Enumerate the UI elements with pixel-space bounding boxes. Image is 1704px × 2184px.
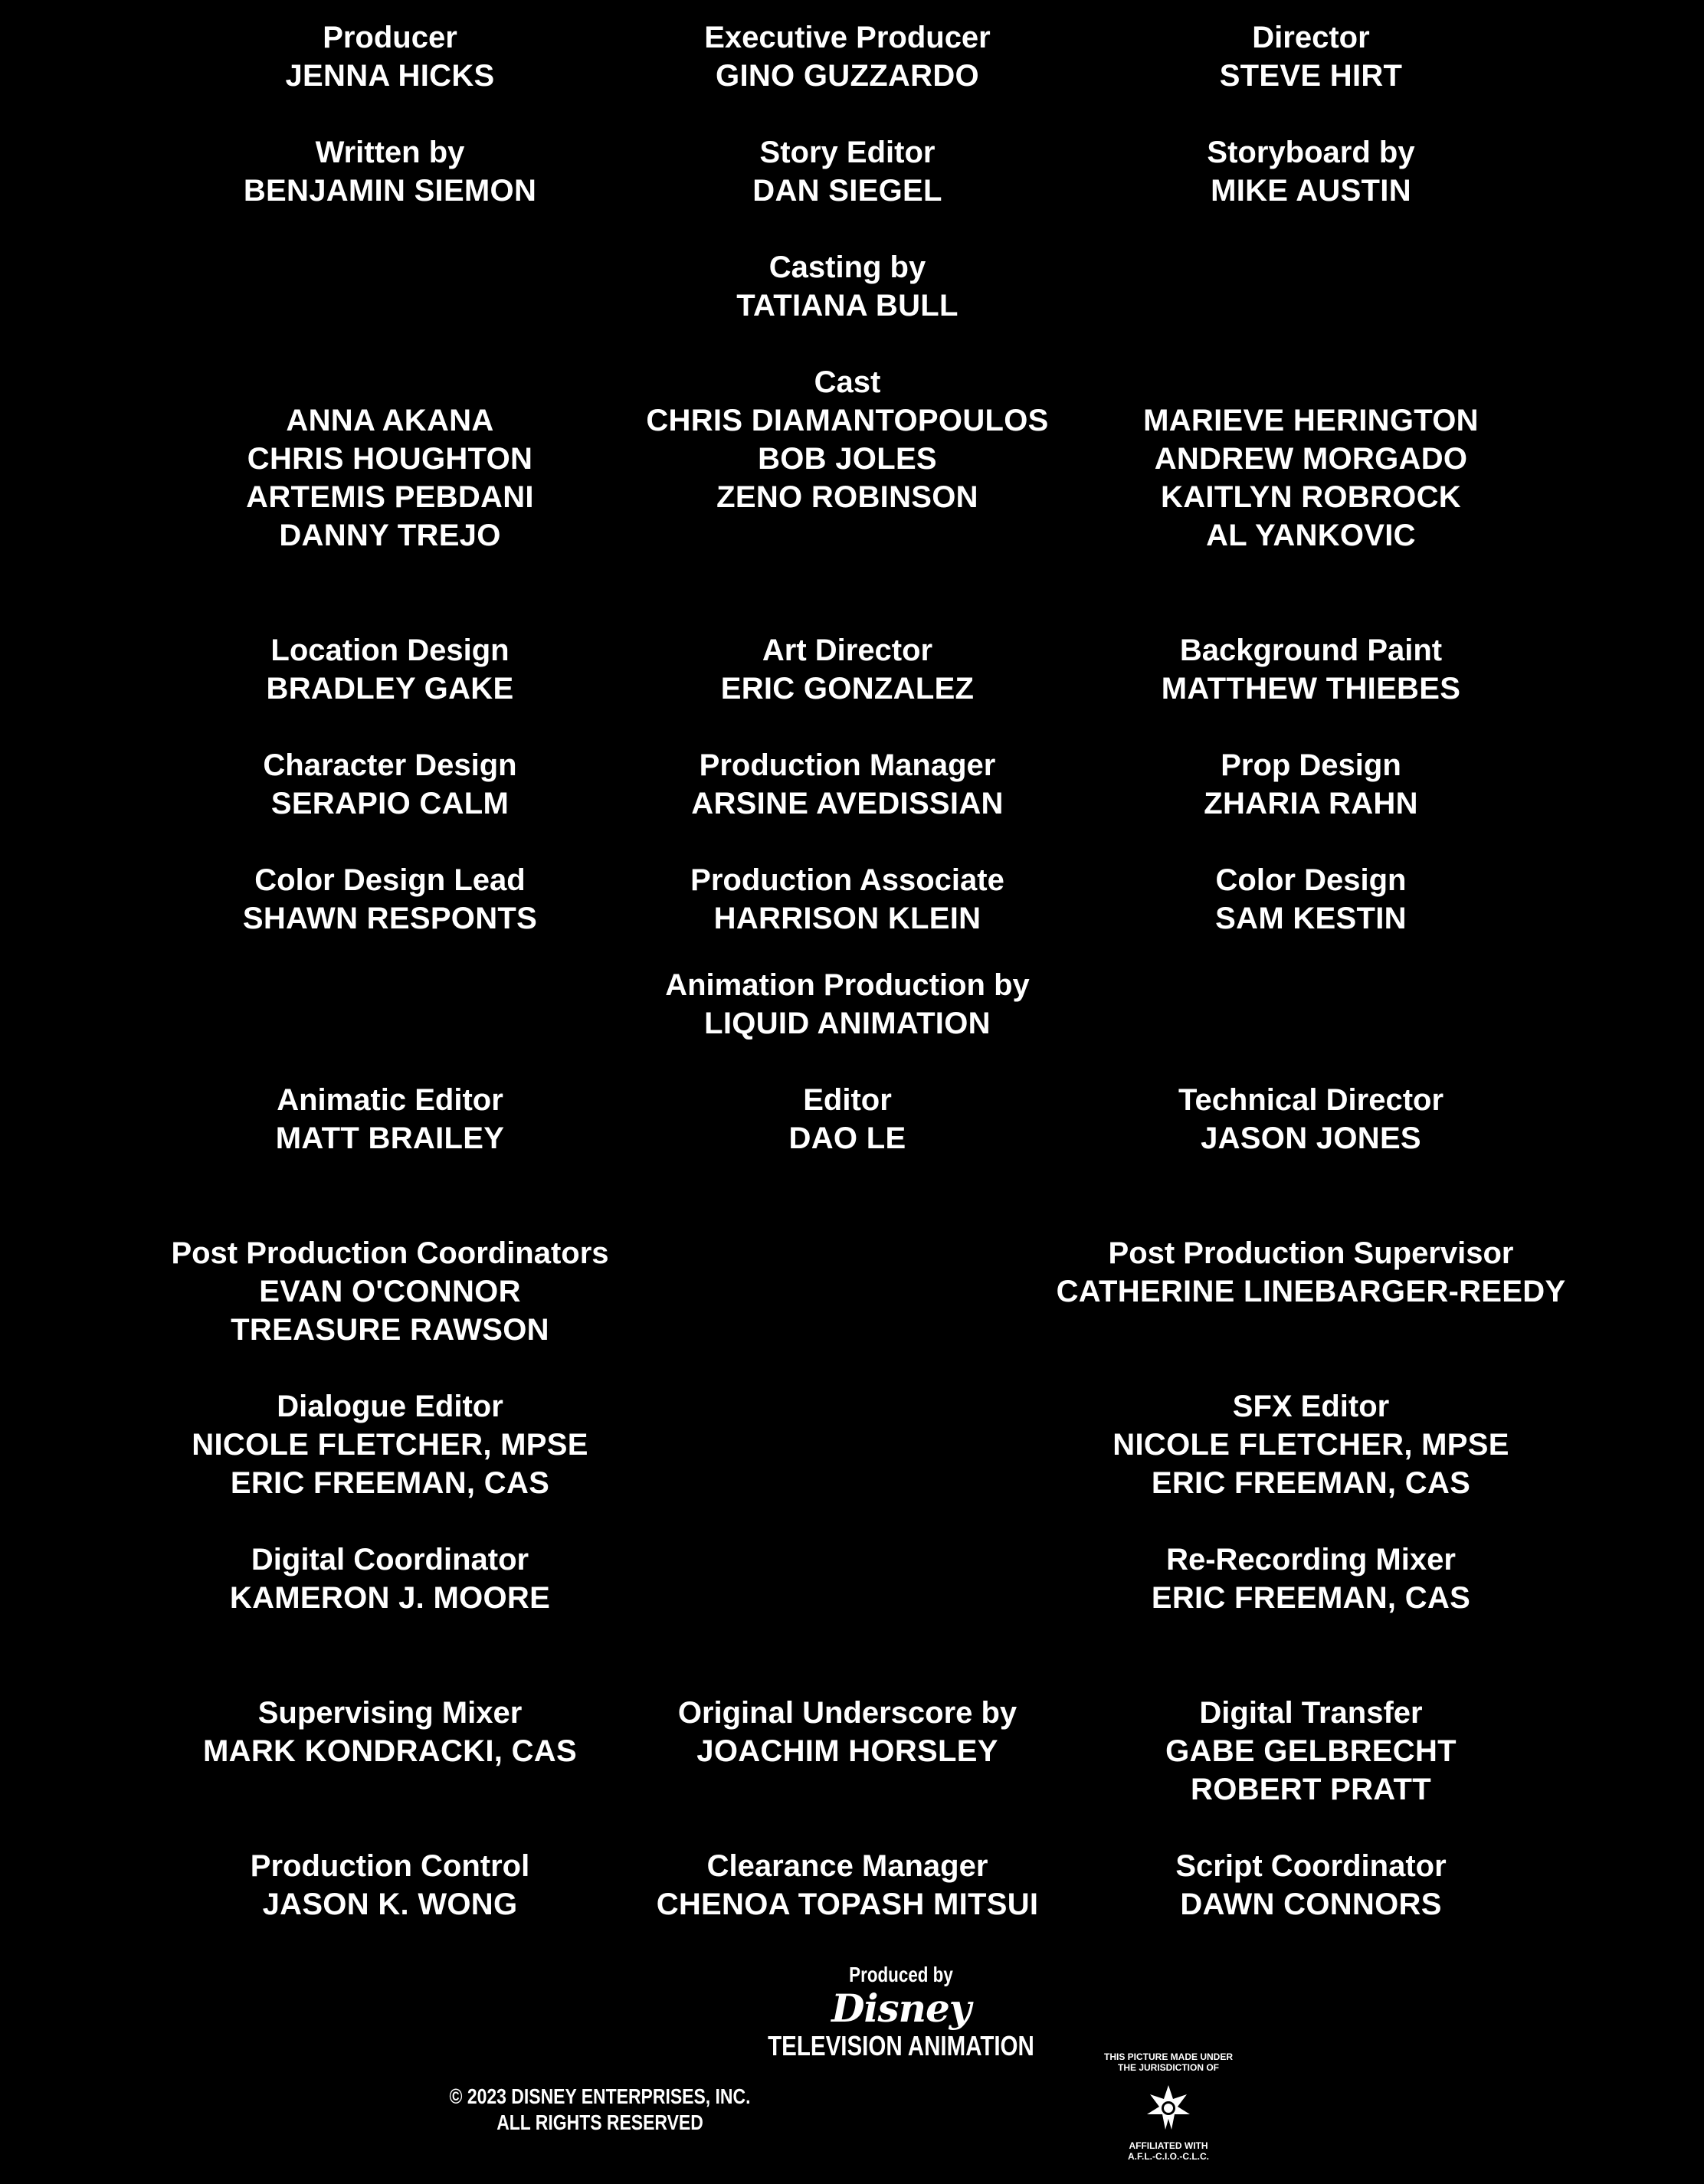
credit-animation-production xyxy=(665,966,1030,1043)
credit-role: Written by xyxy=(315,136,465,169)
television-animation-label: TELEVISION ANIMATION xyxy=(768,2030,1034,2061)
credit-name: EVAN O'CONNOR xyxy=(259,1275,521,1308)
credit-name: GABE GELBRECHT xyxy=(1165,1734,1457,1768)
credit-name: CHRIS DIAMANTOPOULOS xyxy=(646,404,1049,437)
credit-casting-by xyxy=(736,248,958,325)
credit-post-production-coordinators xyxy=(171,1234,608,1349)
credit-role: Art Director xyxy=(762,634,933,667)
credit-name: STEVE HIRT xyxy=(1219,59,1403,93)
credit-cast-left xyxy=(246,401,534,555)
credit-name: ZHARIA RAHN xyxy=(1204,787,1418,820)
credit-original-underscore xyxy=(678,1694,1017,1770)
credit-role: Storyboard by xyxy=(1207,136,1415,169)
credit-animatic-editor xyxy=(276,1081,504,1157)
credit-role: Production Control xyxy=(250,1849,530,1883)
credit-role: Script Coordinator xyxy=(1175,1849,1447,1883)
credit-name: JOACHIM HORSLEY xyxy=(696,1734,998,1768)
credit-name: SHAWN RESPONTS xyxy=(242,902,538,935)
disney-television-animation-logo xyxy=(739,1963,1063,2062)
credit-name: CHRIS HOUGHTON xyxy=(247,442,533,476)
credit-character-design xyxy=(263,746,516,823)
credit-post-production-supervisor xyxy=(1057,1234,1566,1311)
iatse-union-emblem-icon xyxy=(1144,2084,1193,2133)
credit-role: Animatic Editor xyxy=(277,1083,503,1117)
credit-name: CHENOA TOPASH MITSUI xyxy=(656,1888,1039,1921)
credit-clearance-manager xyxy=(657,1847,1039,1924)
union-text: THIS PICTURE MADE UNDER xyxy=(1103,2051,1234,2062)
credit-name: ANNA AKANA xyxy=(286,404,494,437)
credit-name: ZENO ROBINSON xyxy=(716,480,978,514)
credit-name: CATHERINE LINEBARGER-REEDY xyxy=(1056,1275,1566,1308)
credit-supervising-mixer xyxy=(203,1694,577,1770)
credit-name: ERIC FREEMAN, CAS xyxy=(1151,1581,1471,1615)
credit-role: Post Production Supervisor xyxy=(1108,1236,1514,1270)
credit-name: SAM KESTIN xyxy=(1215,902,1407,935)
credit-name: MATTHEW THIEBES xyxy=(1161,672,1461,706)
credit-role: Director xyxy=(1252,21,1370,54)
credit-name: TREASURE RAWSON xyxy=(231,1313,549,1347)
credit-role: Re-Recording Mixer xyxy=(1166,1543,1456,1577)
credit-name: ERIC FREEMAN, CAS xyxy=(1151,1466,1471,1500)
copyright-line: © 2023 DISNEY ENTERPRISES, INC. xyxy=(449,2084,751,2108)
credit-role: Animation Production by xyxy=(665,968,1030,1002)
credit-role: Dialogue Editor xyxy=(277,1390,503,1423)
credit-technical-director xyxy=(1178,1081,1443,1157)
credit-name: BENJAMIN SIEMON xyxy=(243,174,537,208)
rights-reserved-line: ALL RIGHTS RESERVED xyxy=(496,2110,703,2134)
credit-role: Casting by xyxy=(768,250,926,284)
union-text: AFFILIATED WITH xyxy=(1129,2140,1208,2151)
credit-cast xyxy=(646,363,1048,516)
credit-re-recording-mixer xyxy=(1152,1541,1470,1617)
credit-story-editor xyxy=(752,133,942,210)
credit-color-design-lead xyxy=(243,861,537,938)
credit-role: Character Design xyxy=(263,748,517,782)
credit-name: ARTEMIS PEBDANI xyxy=(246,480,534,514)
credit-storyboard-by xyxy=(1207,133,1414,210)
credit-name: DANNY TREJO xyxy=(279,519,501,552)
credit-role: SFX Editor xyxy=(1232,1390,1390,1423)
credit-name: KAMERON J. MOORE xyxy=(229,1581,551,1615)
credit-name: HARRISON KLEIN xyxy=(713,902,981,935)
credit-role: Producer xyxy=(323,21,457,54)
credit-name: MARK KONDRACKI, CAS xyxy=(203,1734,577,1768)
credit-name: BRADLEY GAKE xyxy=(266,672,514,706)
disney-wordmark: Disney xyxy=(831,1986,971,2031)
credit-role: Technical Director xyxy=(1178,1083,1444,1117)
credit-name: ERIC GONZALEZ xyxy=(720,672,975,706)
credit-name: BOB JOLES xyxy=(758,442,937,476)
credit-name: DAO LE xyxy=(788,1121,906,1155)
credit-role: Cast xyxy=(814,365,881,399)
credit-producer xyxy=(286,18,495,95)
credit-name: JASON K. WONG xyxy=(262,1888,518,1921)
credit-role: Color Design xyxy=(1215,863,1407,897)
credit-production-manager xyxy=(691,746,1003,823)
credit-name: AL YANKOVIC xyxy=(1206,519,1416,552)
credit-executive-producer xyxy=(704,18,991,95)
union-text: A.F.L.-C.I.O.-C.L.C. xyxy=(1127,2151,1209,2162)
credit-name: DAWN CONNORS xyxy=(1180,1888,1442,1921)
credit-role: Story Editor xyxy=(759,136,936,169)
credit-role: Post Production Coordinators xyxy=(171,1236,609,1270)
credit-art-director xyxy=(721,631,975,708)
credit-background-paint xyxy=(1162,631,1460,708)
produced-by-label: Produced by xyxy=(849,1963,953,1986)
credit-name: JASON JONES xyxy=(1201,1121,1421,1155)
credit-role: Location Design xyxy=(270,634,510,667)
credit-color-design xyxy=(1215,861,1407,938)
credit-name: NICOLE FLETCHER, MPSE xyxy=(192,1428,588,1462)
credit-name: MIKE AUSTIN xyxy=(1211,174,1411,208)
credit-name: TATIANA BULL xyxy=(736,289,958,323)
credit-production-control xyxy=(251,1847,529,1924)
credit-name: LIQUID ANIMATION xyxy=(704,1007,991,1040)
union-text: THE JURISDICTION OF xyxy=(1117,2062,1220,2073)
credit-director xyxy=(1220,18,1403,95)
credit-prop-design xyxy=(1204,746,1418,823)
credit-role: Color Design Lead xyxy=(254,863,526,897)
copyright-notice xyxy=(450,2084,751,2136)
credit-role: Executive Producer xyxy=(704,21,991,54)
credit-location-design xyxy=(267,631,514,708)
credit-production-associate xyxy=(690,861,1004,938)
credit-role: Supervising Mixer xyxy=(257,1696,523,1730)
credit-name: GINO GUZZARDO xyxy=(716,59,979,93)
credit-role: Digital Transfer xyxy=(1199,1696,1423,1730)
credit-name: KAITLYN ROBROCK xyxy=(1161,480,1461,514)
credit-dialogue-editor xyxy=(192,1387,588,1502)
credit-sfx-editor xyxy=(1113,1387,1509,1502)
credit-role: Original Underscore by xyxy=(677,1696,1017,1730)
credit-role: Prop Design xyxy=(1221,748,1401,782)
credit-name: NICOLE FLETCHER, MPSE xyxy=(1113,1428,1509,1462)
credit-editor xyxy=(789,1081,906,1157)
credit-role: Background Paint xyxy=(1179,634,1443,667)
credit-digital-coordinator xyxy=(230,1541,550,1617)
credit-name: MATT BRAILEY xyxy=(275,1121,505,1155)
credit-name: ANDREW MORGADO xyxy=(1154,442,1468,476)
credit-role: Editor xyxy=(803,1083,892,1117)
credit-name: SERAPIO CALM xyxy=(270,787,510,820)
credit-name: ERIC FREEMAN, CAS xyxy=(230,1466,550,1500)
credit-digital-transfer xyxy=(1165,1694,1457,1809)
credit-name: ARSINE AVEDISSIAN xyxy=(691,787,1004,820)
credit-script-coordinator xyxy=(1175,1847,1446,1924)
credit-role: Digital Coordinator xyxy=(251,1543,529,1577)
credit-name: MARIEVE HERINGTON xyxy=(1143,404,1479,437)
credit-role: Clearance Manager xyxy=(706,1849,988,1883)
credit-name: DAN SIEGEL xyxy=(752,174,942,208)
credit-cast-right xyxy=(1143,401,1479,555)
credit-name: JENNA HICKS xyxy=(285,59,495,93)
credit-written-by xyxy=(244,133,536,210)
credit-name: ROBERT PRATT xyxy=(1191,1773,1431,1806)
credit-role: Production Associate xyxy=(690,863,1004,897)
credit-role: Production Manager xyxy=(699,748,996,782)
union-bug xyxy=(1104,2051,1233,2162)
